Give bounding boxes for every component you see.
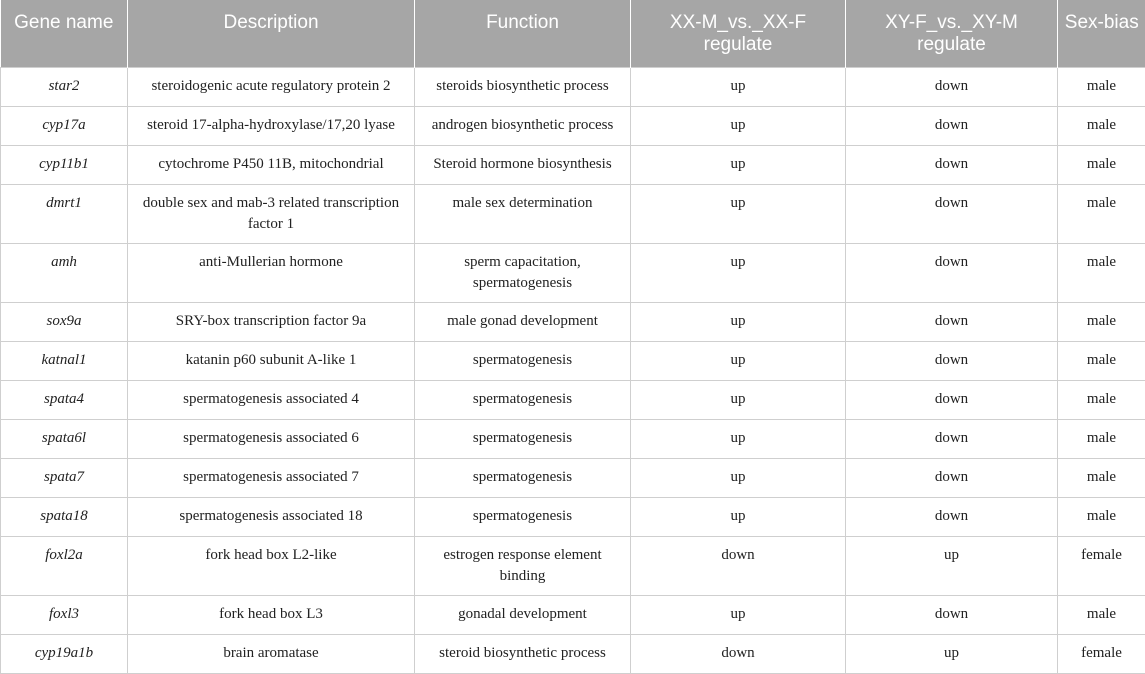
cell-xy-regulate: down	[846, 596, 1058, 635]
cell-description: anti-Mullerian hormone	[128, 244, 415, 303]
header-gene-name: Gene name	[1, 0, 128, 68]
cell-description: steroidogenic acute regulatory protein 2	[128, 68, 415, 107]
cell-xx-regulate: up	[631, 342, 846, 381]
table-row	[1, 107, 1145, 146]
table-row	[1, 537, 1145, 596]
table-body	[1, 68, 1145, 674]
cell-function: androgen biosynthetic process	[415, 107, 631, 146]
cell-description: spermatogenesis associated 4	[128, 381, 415, 420]
cell-description: steroid 17-alpha-hydroxylase/17,20 lyase	[128, 107, 415, 146]
cell-gene: cyp11b1	[1, 146, 128, 185]
cell-xx-regulate: up	[631, 68, 846, 107]
cell-gene: dmrt1	[1, 185, 128, 244]
cell-function: spermatogenesis	[415, 381, 631, 420]
table-row	[1, 596, 1145, 635]
cell-gene: spata6l	[1, 420, 128, 459]
cell-xy-regulate: down	[846, 420, 1058, 459]
cell-sex-bias: male	[1058, 381, 1145, 420]
cell-xx-regulate: up	[631, 420, 846, 459]
cell-sex-bias: female	[1058, 537, 1145, 596]
cell-xx-regulate: up	[631, 244, 846, 303]
cell-gene: spata7	[1, 459, 128, 498]
cell-sex-bias: male	[1058, 244, 1145, 303]
cell-xy-regulate: down	[846, 146, 1058, 185]
cell-function: spermatogenesis	[415, 420, 631, 459]
cell-xy-regulate: up	[846, 635, 1058, 674]
cell-xy-regulate: down	[846, 244, 1058, 303]
cell-sex-bias: male	[1058, 596, 1145, 635]
cell-gene: amh	[1, 244, 128, 303]
header-row	[1, 0, 1145, 68]
cell-description: katanin p60 subunit A-like 1	[128, 342, 415, 381]
cell-xy-regulate: down	[846, 303, 1058, 342]
cell-gene: spata18	[1, 498, 128, 537]
cell-sex-bias: male	[1058, 303, 1145, 342]
cell-xx-regulate: up	[631, 185, 846, 244]
cell-xy-regulate: up	[846, 537, 1058, 596]
cell-xx-regulate: up	[631, 498, 846, 537]
table-row	[1, 146, 1145, 185]
cell-description: fork head box L3	[128, 596, 415, 635]
cell-description: fork head box L2-like	[128, 537, 415, 596]
cell-xy-regulate: down	[846, 68, 1058, 107]
table-row	[1, 420, 1145, 459]
cell-function: sperm capacitation, spermatogenesis	[415, 244, 631, 303]
header-description: Description	[128, 0, 415, 68]
cell-xy-regulate: down	[846, 185, 1058, 244]
table-row	[1, 303, 1145, 342]
cell-sex-bias: male	[1058, 420, 1145, 459]
cell-xx-regulate: up	[631, 146, 846, 185]
cell-gene: foxl3	[1, 596, 128, 635]
header-xy-regulate: XY-F_vs._XY-M regulate	[846, 0, 1058, 68]
table-row	[1, 68, 1145, 107]
cell-function: steroids biosynthetic process	[415, 68, 631, 107]
cell-xy-regulate: down	[846, 107, 1058, 146]
header-sex-bias: Sex-bias	[1058, 0, 1145, 68]
cell-xy-regulate: down	[846, 342, 1058, 381]
table-row	[1, 342, 1145, 381]
cell-sex-bias: male	[1058, 342, 1145, 381]
cell-function: spermatogenesis	[415, 342, 631, 381]
cell-function: spermatogenesis	[415, 498, 631, 537]
cell-function: male gonad development	[415, 303, 631, 342]
cell-description: SRY-box transcription factor 9a	[128, 303, 415, 342]
table-header	[1, 0, 1145, 68]
cell-function: male sex determination	[415, 185, 631, 244]
cell-xx-regulate: down	[631, 537, 846, 596]
cell-gene: star2	[1, 68, 128, 107]
cell-gene: spata4	[1, 381, 128, 420]
cell-xy-regulate: down	[846, 498, 1058, 537]
cell-xy-regulate: down	[846, 381, 1058, 420]
cell-description: double sex and mab-3 related transcription factor 1	[128, 185, 415, 244]
cell-function: gonadal development	[415, 596, 631, 635]
cell-sex-bias: male	[1058, 68, 1145, 107]
cell-description: spermatogenesis associated 7	[128, 459, 415, 498]
cell-xx-regulate: up	[631, 596, 846, 635]
cell-function: Steroid hormone biosynthesis	[415, 146, 631, 185]
cell-description: cytochrome P450 11B, mitochondrial	[128, 146, 415, 185]
cell-sex-bias: male	[1058, 107, 1145, 146]
cell-xx-regulate: up	[631, 107, 846, 146]
cell-xx-regulate: up	[631, 459, 846, 498]
cell-gene: cyp17a	[1, 107, 128, 146]
table-row	[1, 459, 1145, 498]
header-function: Function	[415, 0, 631, 68]
cell-xy-regulate: down	[846, 459, 1058, 498]
table-row	[1, 498, 1145, 537]
cell-sex-bias: male	[1058, 498, 1145, 537]
cell-function: estrogen response element binding	[415, 537, 631, 596]
cell-sex-bias: female	[1058, 635, 1145, 674]
header-xx-regulate: XX-M_vs._XX-F regulate	[631, 0, 846, 68]
cell-sex-bias: male	[1058, 146, 1145, 185]
cell-xx-regulate: down	[631, 635, 846, 674]
table-row	[1, 185, 1145, 244]
cell-xx-regulate: up	[631, 381, 846, 420]
cell-gene: cyp19a1b	[1, 635, 128, 674]
table-row	[1, 635, 1145, 674]
cell-sex-bias: male	[1058, 459, 1145, 498]
cell-description: brain aromatase	[128, 635, 415, 674]
table-row	[1, 244, 1145, 303]
cell-function: steroid biosynthetic process	[415, 635, 631, 674]
cell-function: spermatogenesis	[415, 459, 631, 498]
cell-sex-bias: male	[1058, 185, 1145, 244]
cell-gene: foxl2a	[1, 537, 128, 596]
cell-gene: katnal1	[1, 342, 128, 381]
table-row	[1, 381, 1145, 420]
cell-xx-regulate: up	[631, 303, 846, 342]
cell-description: spermatogenesis associated 6	[128, 420, 415, 459]
cell-description: spermatogenesis associated 18	[128, 498, 415, 537]
cell-gene: sox9a	[1, 303, 128, 342]
